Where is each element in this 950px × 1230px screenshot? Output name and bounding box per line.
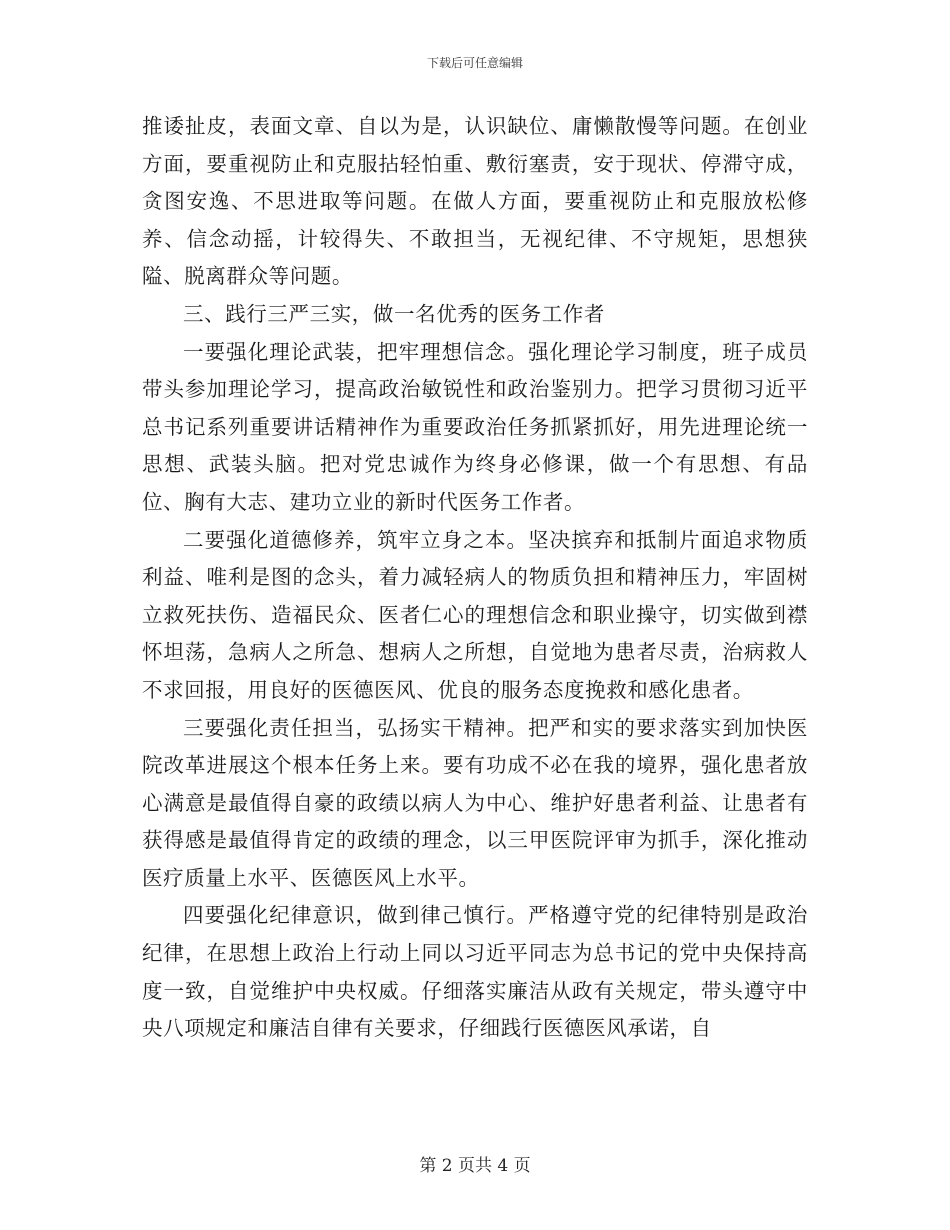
document-body bbox=[142, 108, 808, 1048]
paragraph-morality: 二要强化道德修养，筑牢立身之本。坚决摈弃和抵制片面追求物质利益、唯利是图的念头，着力减轻病人的物质负担和精神压力，牢固树立救死扶伤、造福民众、医者仁心的理想信念和职业操守，切实做到襟怀坦荡，急病人之所急、想病人之所想，自觉地为患者尽责，治病救人不求回报，用良好的医德医风、优良的服务态度挽救和感化患者。 bbox=[142, 527, 808, 702]
page-header: 下载后可任意编辑 bbox=[426, 56, 523, 70]
paragraph-responsibility: 三要强化责任担当，弘扬实干精神。把严和实的要求落实到加快医院改革进展这个根本任务上来。要有功成不必在我的境界，强化患者放心满意是最值得自豪的政绩以病人为中心、维护好患者利益、让患者有获得感是最值得肯定的政绩的理念，以三甲医院评审为抓手，深化推动医疗质量上水平、医德医风上水平。 bbox=[142, 715, 808, 890]
page-footer: 第 2 页共 4 页 bbox=[419, 1156, 531, 1176]
paragraph-discipline: 四要强化纪律意识，做到律己慎行。严格遵守党的纪律特别是政治纪律，在思想上政治上行动上同以习近平同志为总书记的党中央保持高度一致，自觉维护中央权威。仔细落实廉洁从政有关规定，带头遵守中央八项规定和廉洁自律有关要求，仔细践行医德医风承诺，自 bbox=[142, 903, 808, 1041]
paragraph-continuation: 推诿扯皮，表面文章、自以为是，认识缺位、庸懒散慢等问题。在创业方面，要重视防止和克服拈轻怕重、敷衍塞责，安于现状、停滞守成，贪图安逸、不思进取等问题。在做人方面，要重视防止和克服放松修养、信念动摇，计较得失、不敢担当，无视纪律、不守规矩，思想狭隘、脱离群众等问题。 bbox=[142, 114, 808, 289]
paragraph-theory: 一要强化理论武装，把牢理想信念。强化理论学习制度，班子成员带头参加理论学习，提高政治敏锐性和政治鉴别力。把学习贯彻习近平总书记系列重要讲话精神作为重要政治任务抓紧抓好，用先进理论统一思想、武装头脑。把对党忠诚作为终身必修课，做一个有思想、有品位、胸有大志、建功立业的新时代医务工作者。 bbox=[142, 339, 808, 514]
section-heading: 三、践行三严三实，做一名优秀的医务工作者 bbox=[183, 301, 605, 326]
